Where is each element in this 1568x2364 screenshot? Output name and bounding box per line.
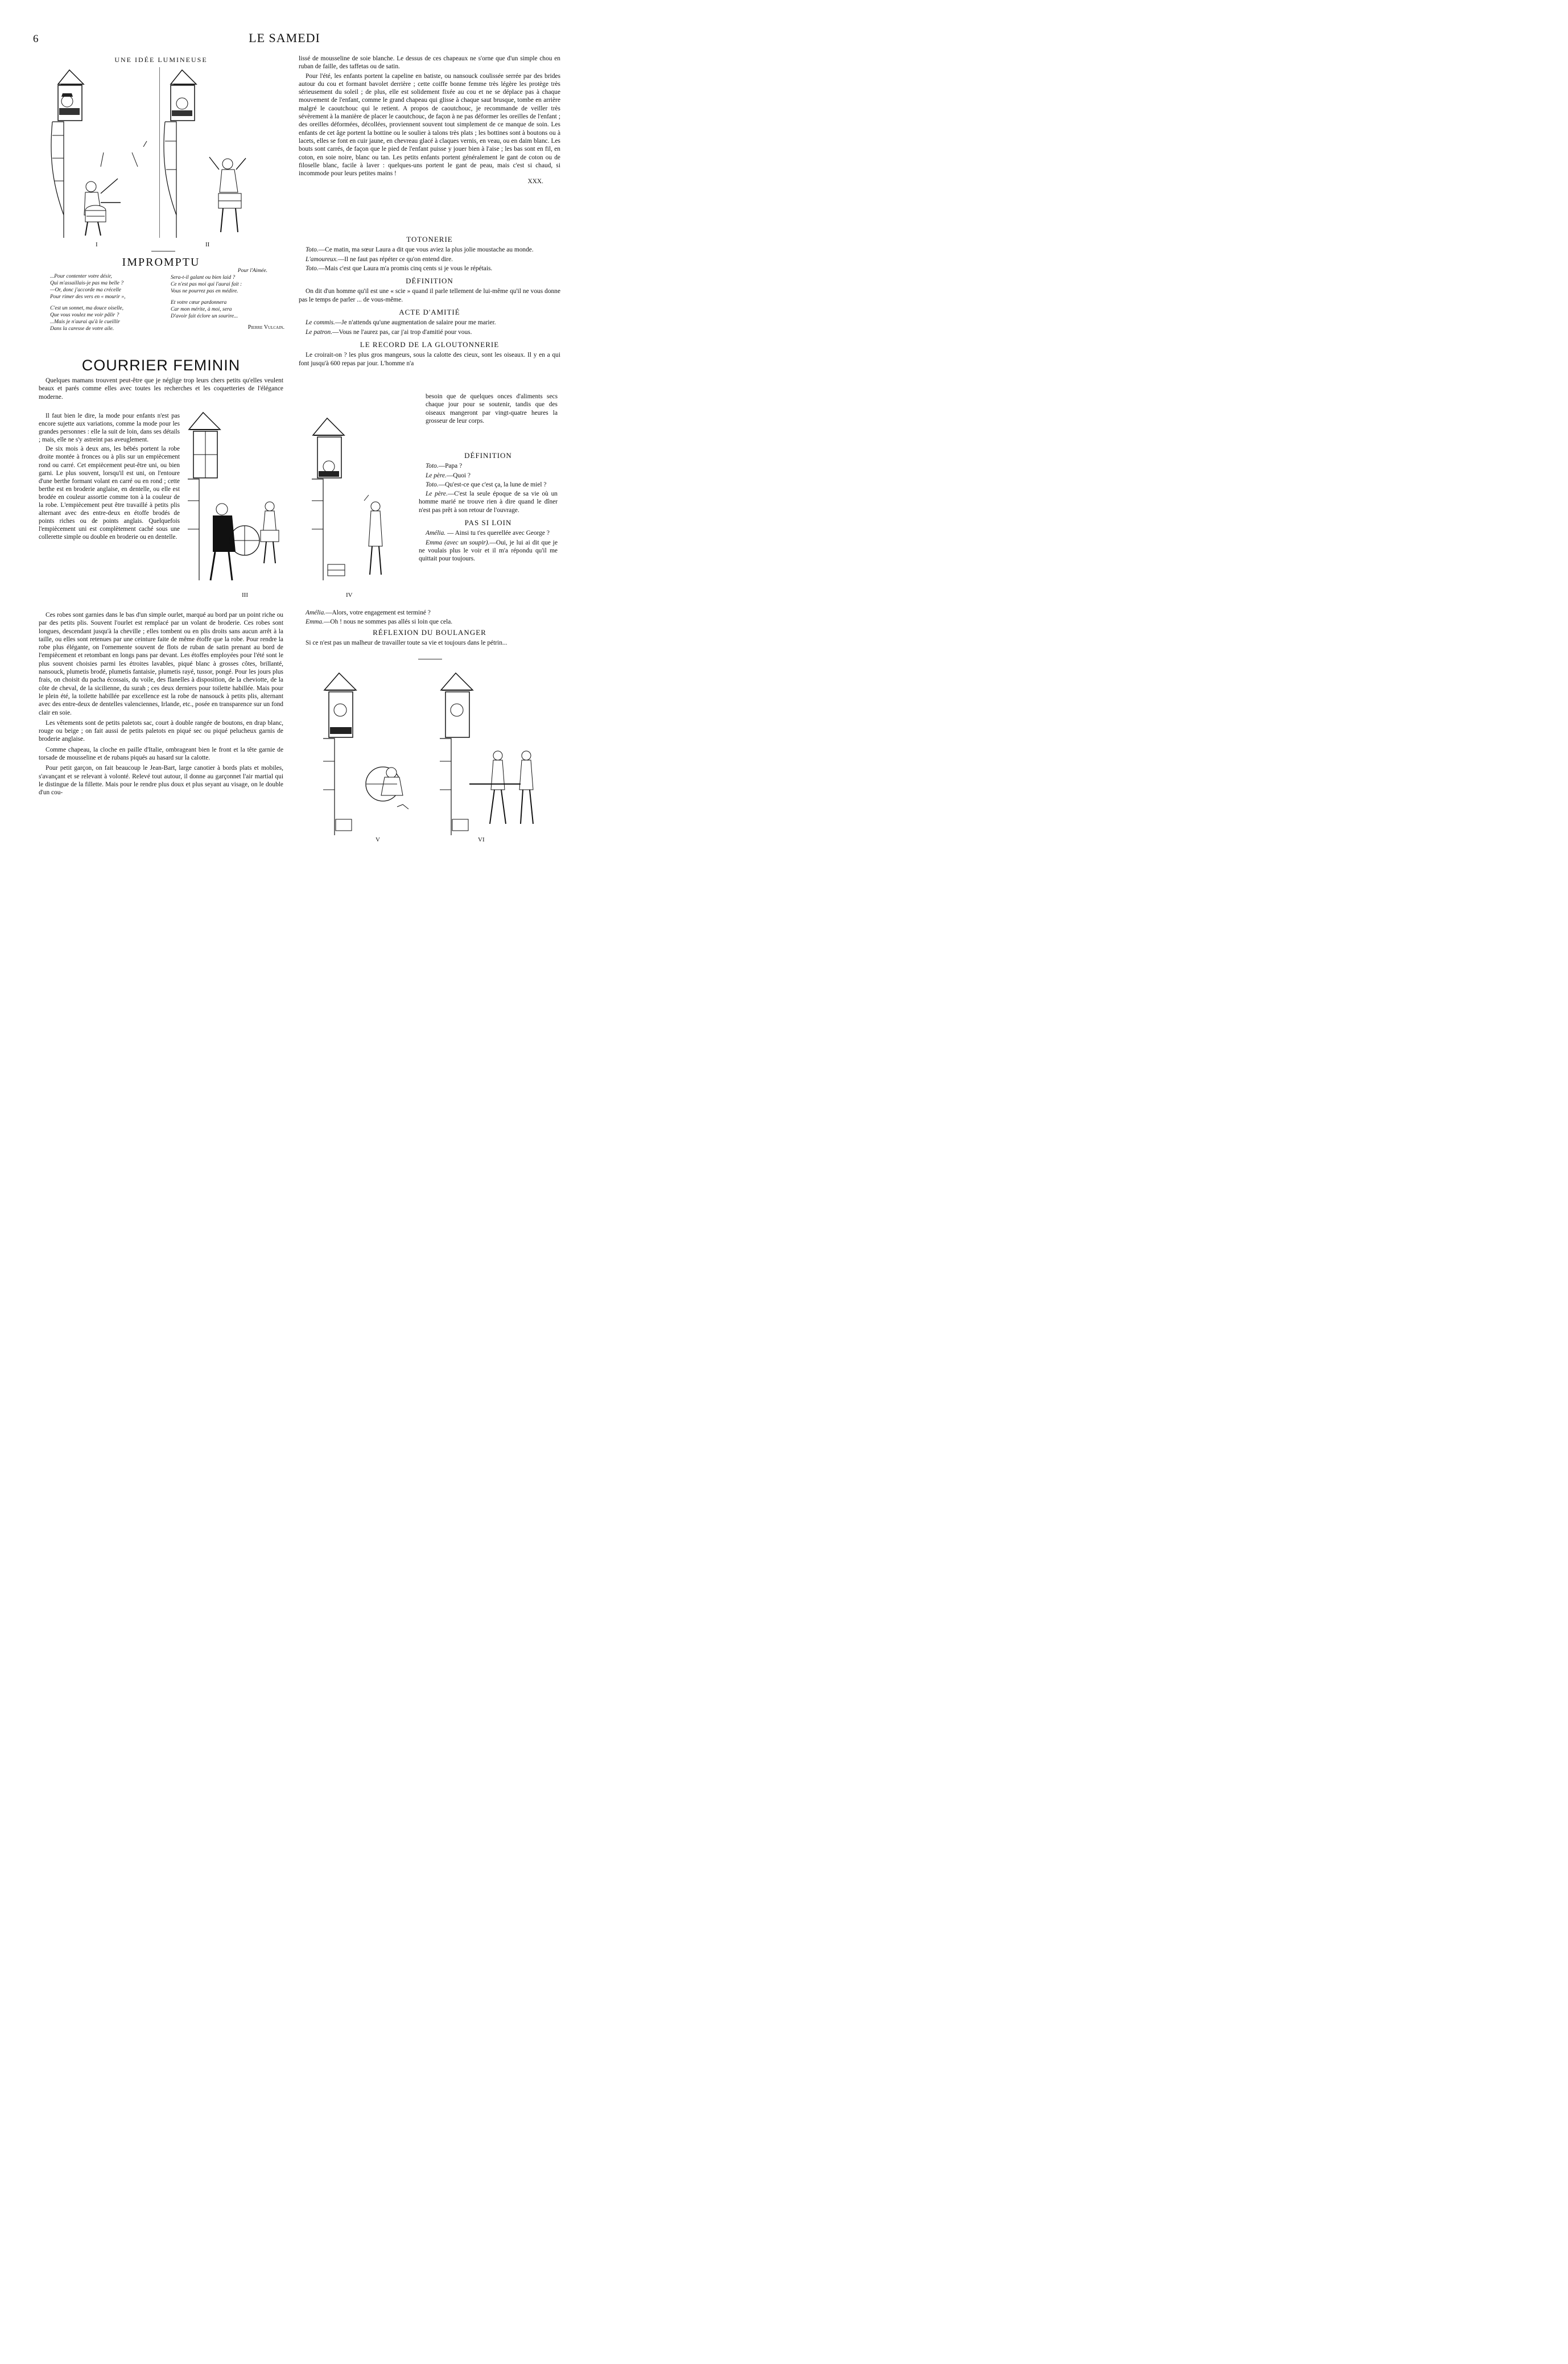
paragraph: besoin que de quelques onces d'aliments secs chaque jour pour se soutenir, tandis que des oiseaux mangeront par vingt-quatre heures la grosseur de leur corps. [426,393,558,424]
courrier-intro [39,377,283,402]
panel-label-2: II [205,241,210,248]
dialogue-line: —Oui, je lui ai dit que je ne voulais plus le voir et il m'a répondu qu'il me quittait pour toujours. [419,539,558,563]
speaker: Toto. [306,265,319,272]
dialogue-line: —Alors, votre engagement est terminé ? [325,609,431,616]
speaker: Amélia. [426,530,446,537]
speaker: Emma. [306,618,324,626]
record-title: LE RECORD DE LA GLOUTONNERIE [360,340,500,349]
speaker: Toto. [306,246,319,254]
speaker: Emma (avec un soupir). [426,539,490,546]
definition-2-title: DÉFINITION [464,451,512,460]
section-definition-2 [419,448,558,564]
poem-line: Sera-t-il galant ou bien laid ? [171,275,236,280]
poem-line: Qui m'assaillais-je pas ma belle ? [50,280,123,286]
poem-line: —Or, donc j'accorde ma crécelle [50,287,121,293]
section-end [299,609,560,648]
courrier-signature: XXX. [527,178,543,185]
paragraph: On dit d'un homme qu'il est une « scie » quand il parle tellement de lui-même qu'il ne vous donne pas le temps de parler ... de vous-même. [299,288,560,303]
poem-dedication: Pour l'Aimée. [237,268,267,274]
comic-panel-2 [159,67,273,241]
comic-panel-3 [183,410,286,592]
running-title: LE SAMEDI [249,31,320,45]
speaker: Toto. [426,463,439,470]
paragraph: lissé de mousseline de soie blanche. Le dessus de ces chapeaux ne s'orne que d'un simple chou en ruban de faille, des taffetas ou de satin. [299,55,560,71]
courrier-full-text [39,611,283,798]
dialogue-line: —Vous ne l'aurez pas, car j'ai trop d'amitié pour vous. [332,328,472,336]
paragraph: Il faut bien le dire, la mode pour enfants n'est pas encore sujette aux variations, comme la mode pour les grandes personnes : elle la suit de loin, dans ses détails ; mais, elle ne s'y astreint pas aveuglement. [39,412,180,444]
paragraph: Ces robes sont garnies dans le bas d'un simple ourlet, marqué au bord par un point riche ou par des petits plis. Souvent l'ourlet est remplacé par un volant de broderie. Ces robes sont longues, descendant jusqu'à la cheville ; elles tombent ou en plis droits sans aucun arrêt à la taille, ou elles sont retenues par une ceinture faite de même étoffe que la robe. Pour rendre la robe plus élégante, on l'ornemente souvent de flots de ruban de satin prenant au bord de l'empiècement et retombant en longs pans par devant. Les étoffes employées pour l'été sont le plus souvent choisies parmi les étroites lavables, piqué blanc à grosses côtes, brillanté, nansouck, plumetis brodé, plumetis fantaisie, plumetis rayé, tussor, pongé. Pour les jours plus frais, on choisit du pacha écossais, du voile, des flanelles à disposition, de la cheviotte, de la côte de cheval, de la sicilienne, du surah ; ces deux derniers pour toilette habillée. Mais pour le plein été, la toilette habillée par excellence est la robe de nansouck à petits plis, alternant avec des entre-deux de dentelles valenciennes, Irlande, etc., posée en transparence sur un fond clair en soie. [39,612,283,716]
impromptu-title: IMPROMPTU [122,256,200,269]
comic-panel-1 [47,67,152,241]
poem-left-stanza-1 [50,273,164,300]
poem-line: Ce n'est pas moi qui l'aurai fait : [171,282,242,287]
newspaper-page [0,0,569,857]
speaker: Le patron. [306,328,333,336]
comic-panel-5 [312,670,426,841]
speaker: Amélia. [306,609,326,616]
poem-line: ...Pour contenter votre désir, [50,274,112,279]
dialogue-line: —Quoi ? [446,472,471,479]
comic-title: UNE IDÉE LUMINEUSE [114,56,208,64]
poem-left [50,273,164,332]
courrier-wrap-text [39,412,180,543]
paragraph: De six mois à deux ans, les bébés portent la robe droite montée à fronces ou à plis sur un empiècement rond ou carré. Cet empiècement peut-être uni, ou bien garni. Le plus souvent, lorsqu'il est uni, on l'entoure d'une berthe formant volant en carré ou en rond ; cette berthe est en broderie anglaise, en dentelle, ou elle est brodée en couleur assortie comme ton à la couleur de la robe. L'empiècement peut être travaillé à petits plis alternant avec des entre-deux en étoffe brodés de points riches ou de points anglais. Quelquefois l'empiècement uni est complètement caché sous une collerette simple ou double en broderie ou en dentelle. [39,445,180,541]
totonerie-title: TOTONERIE [406,235,453,244]
poem-line: D'avoir fait éclore un sourire... [171,313,238,319]
speaker: L'amoureux. [306,255,338,263]
comic-panel-4 [307,415,404,586]
poem-line: Pour rimer des vers en « mourir », [50,294,126,300]
paragraph: Comme chapeau, la cloche en paille d'Italie, ombrageant bien le front et la tête garnie de torsade de mousseline et de rubans piqués au hasard sur la calotte. [39,746,283,762]
section-totonerie [299,232,560,369]
poem-signature: Pierre Vulcain. [247,324,284,331]
acte-title: ACTE D'AMITIÉ [399,308,460,317]
paragraph: Si ce n'est pas un malheur de travailler toute sa vie et toujours dans le pétrin... [306,639,507,646]
dialogue-line: —Qu'est-ce que c'est ça, la lune de miel ? [438,481,547,488]
panel-label-1: I [96,241,98,248]
paragraph: Pour petit garçon, on fait beaucoup le Jean-Bart, large canotier à bords plats et mobiles, s'avançant et se relevant à volonté. Relevé tout autour, il donne au garçonnet l'air martial qui le distingue de la fillette. Mais pour le rendre plus doux et plus seyant au visage, on le double d'un cou- [39,765,283,797]
speaker: Le père. [426,472,447,479]
poem-line: Vous ne pourrez pas en médire. [171,288,238,294]
dialogue-line: —Mais c'est que Laura m'a promis cinq cents si je vous le répétais. [318,265,493,272]
page-number: 6 [33,33,39,45]
panel-label-4: IV [346,592,353,599]
pas-si-loin-title: PAS SI LOIN [464,518,512,527]
poem-line: Que vous voulez me voir pâlir ? [50,312,119,318]
dialogue-line: —C'est la seule époque de sa vie où un homme marié ne trouve rien à dire quand le dîner n'est pas prêt à son retour de l'ouvrage. [419,490,558,514]
courrier-continued [299,55,560,186]
speaker: Toto. [426,481,439,488]
panel-label-6: VI [478,836,485,843]
boulanger-title: RÉFLEXION DU BOULANGER [373,628,486,637]
courrier-title: COURRIER FEMININ [81,357,241,374]
poem-right [171,267,284,331]
poem-line: Dans la caresse de votre aile. [50,326,114,332]
definition-1-title: DÉFINITION [406,277,453,286]
dialogue-line: —Il ne faut pas répéter ce qu'on entend dire. [337,255,453,263]
poem-left-stanza-2 [50,305,164,332]
dialogue-line: —Oh ! nous ne sommes pas allés si loin que cela. [323,618,453,626]
poem-line: ...Mais je n'aurai qu'à le cueillir [50,319,120,325]
poem-line: Car mon mérite, à moi, sera [171,307,232,312]
left-column-top [39,52,283,66]
panel-label-3: III [242,592,248,599]
speaker: Le père. [426,490,448,498]
paragraph: Les vêtements sont de petits paletots sac, court à double rangée de boutons, en drap blanc, rouge ou beige ; on fait aussi de petits paletots en piqué sec ou piqué pelucheux garnis de broderie anglaise. [39,719,283,743]
speaker: Le commis. [306,319,335,327]
dialogue-line: —Papa ? [438,463,463,470]
paragraph: Quelques mamans trouvent peut-être que je néglige trop leurs chers petits qu'elles veulent beaux et parés comme elles avec toutes les recherches et les coquetteries de l'élégance moderne. [39,377,283,401]
paragraph: Pour l'été, les enfants portent la capeline en batiste, ou nansouck coulissée serrée par des brides autour du cou et formant bavolet derrière ; cette coiffe bonne femme très légère les protège très sérieusement du soleil ; de plus, elle est solidement fixée au cou et ne se déplace pas à chaque mouvement de l'enfant, comme le grand chapeau qui glisse à chaque saut brusque, tombe en arrière malgré le caoutchouc qui le retient. A propos de caoutchouc, je recommande de veiller très sévèrement à la manière de placer le caoutchouc, de façon à ne pas déformer les oreilles de l'enfant ; des oreilles déformées, décollées, proviennent souvent tout simplement de ce manque de soin. Les enfants de cet âge portent la bottine ou le soulier à talons très plats ; les bottines sont à boutons ou à lacets, elles se font en cuir jaune, en chevreau glacé à claques vernis, en veau, ou en daim blanc. Les bouts sont carrés, de façon que le pied de l'enfant puisse y jouer bien à l'aise ; les bas sont en fil, en coton, en soie noire, blanc ou tan. Les petits enfants portent généralement le gant de coton ou de filoselle blanc, facile à laver : quelques-uns portent le gant de peau, mais c'est si chaud, si incommode pour leurs petites mains ! [299,72,560,178]
panel-label-5: V [376,836,380,843]
comic-panel-6 [435,670,549,841]
poem-line: C'est un sonnet, ma douce oiselle, [50,306,123,311]
dialogue-line: — Ainsi tu t'es querellée avec George ? [445,530,550,537]
record-wrap [426,393,558,426]
dialogue-line: —Ce matin, ma sœur Laura a dit que vous aviez la plus jolie moustache au monde. [318,246,534,254]
dialogue-line: —Je n'attends qu'une augmentation de salaire pour me marier. [335,319,496,327]
paragraph: Le croirait-on ? les plus gros mangeurs, sous la calotte des cieux, sont les oiseaux. Il y en a qui font jusqu'à 600 repas par jour. L'homme n'a [299,352,560,367]
poem-line: Et votre cœur pardonnera [171,300,227,306]
